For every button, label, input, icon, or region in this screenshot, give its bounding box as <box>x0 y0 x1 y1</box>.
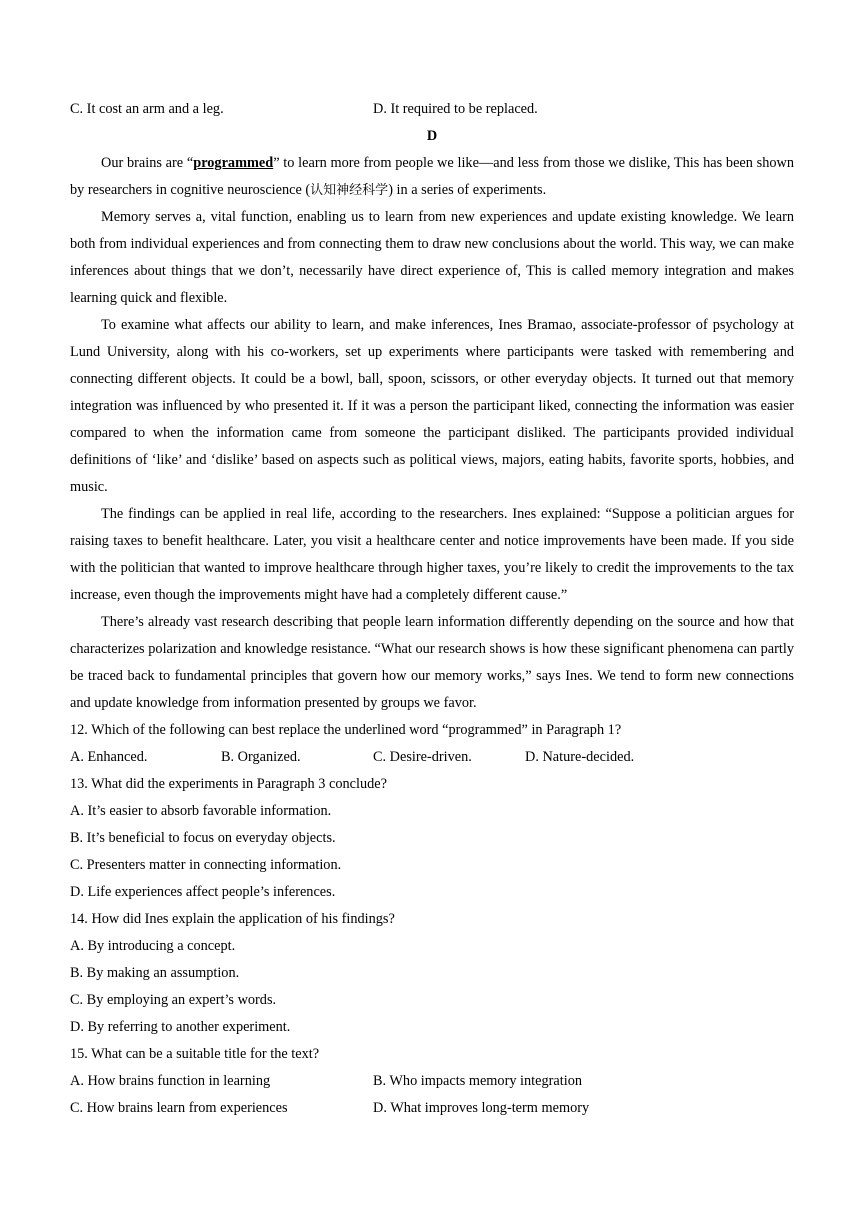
option-b: B. By making an assumption. <box>70 965 240 981</box>
passage-paragraph-4: The findings can be applied in real life, according to the researchers. Ines explained: “Suppose a politician argues for raising taxes to benefit healthcare. Later, you visit a healthcare center and notice improvements have been made. If you side with the politician that wanted to improve healthcare through higher taxes, you’re likely to credit the improvements to the tax increase, even though the improvements might have had a completely different cause.” <box>70 506 794 603</box>
question-13-stem: 13. What did the experiments in Paragraph 3 conclude? <box>70 776 387 792</box>
option-c: C. Presenters matter in connecting information. <box>70 857 342 873</box>
option-b: B. Who impacts memory integration <box>373 1073 582 1089</box>
option-c: C. It cost an arm and a leg. <box>70 101 224 117</box>
option-d: D. Nature-decided. <box>525 749 635 765</box>
passage-paragraph-3: To examine what affects our ability to learn, and make inferences, Ines Bramao, associate-professor of psychology at Lund University, along with his co-workers, set up experiments where participants were tasked with remembering and connecting different objects. It could be a bowl, ball, spoon, scissors, or other everyday objects. It turned out that memory integration was influenced by who presented it. If it was a person the participant liked, connecting the information was easier compared to when the information came from someone the participant disliked. The participants provided individual definitions of ‘like’ and ‘dislike’ based on aspects such as political views, majors, eating habits, favorite sports, hobbies, and music. <box>70 317 794 495</box>
question-15-options-row-1 <box>70 1068 794 1095</box>
option-d: D. It required to be replaced. <box>373 101 538 117</box>
option-a: A. It’s easier to absorb favorable information. <box>70 803 332 819</box>
passage-paragraph-5: There’s already vast research describing that people learn information differently depending on the source and how that characterizes polarization and knowledge resistance. “What our research shows is how these significant phenomena can partly be traced back to fundamental principles that govern how our memory works,” says Ines. We tend to form new connections and update knowledge from information presented by groups we favor. <box>70 614 794 711</box>
option-c: C. How brains learn from experiences <box>70 1100 288 1116</box>
question-15-stem: 15. What can be a suitable title for the text? <box>70 1046 320 1062</box>
question-12-stem: 12. Which of the following can best replace the underlined word “programmed” in Paragraph 1? <box>70 722 622 738</box>
option-a: A. Enhanced. <box>70 749 148 765</box>
question-14-stem: 14. How did Ines explain the application of his findings? <box>70 911 395 927</box>
document-page <box>70 96 794 1122</box>
option-d: D. What improves long-term memory <box>373 1100 590 1116</box>
option-d: D. Life experiences affect people’s inferences. <box>70 884 336 900</box>
question-12-options <box>70 744 794 771</box>
option-a: A. How brains function in learning <box>70 1073 271 1089</box>
chinese-gloss: 认知神经科学 <box>310 183 389 198</box>
question-15-options-row-2 <box>70 1095 794 1122</box>
option-c: C. By employing an expert’s words. <box>70 992 277 1008</box>
option-b: B. It’s beneficial to focus on everyday objects. <box>70 830 336 846</box>
passage-paragraph-1: Our brains are “programmed” to learn more from people we like—and less from those we dislike, This has been shown by researchers in cognitive neuroscience (认知神经科学) in a series of experiments. <box>70 155 794 198</box>
option-a: A. By introducing a concept. <box>70 938 236 954</box>
option-b: B. Organized. <box>221 749 301 765</box>
prev-question-options <box>70 96 794 123</box>
option-c: C. Desire-driven. <box>373 749 472 765</box>
section-heading: D <box>426 128 438 144</box>
option-d: D. By referring to another experiment. <box>70 1019 291 1035</box>
underlined-word: programmed <box>193 155 274 171</box>
passage-paragraph-2: Memory serves a, vital function, enabling us to learn from new experiences and update existing knowledge. We learn both from individual experiences and from connecting them to draw new conclusions about the world. This way, we can make inferences about things that we don’t, necessarily have direct experience of, This is called memory integration and makes learning quick and flexible. <box>70 209 794 306</box>
